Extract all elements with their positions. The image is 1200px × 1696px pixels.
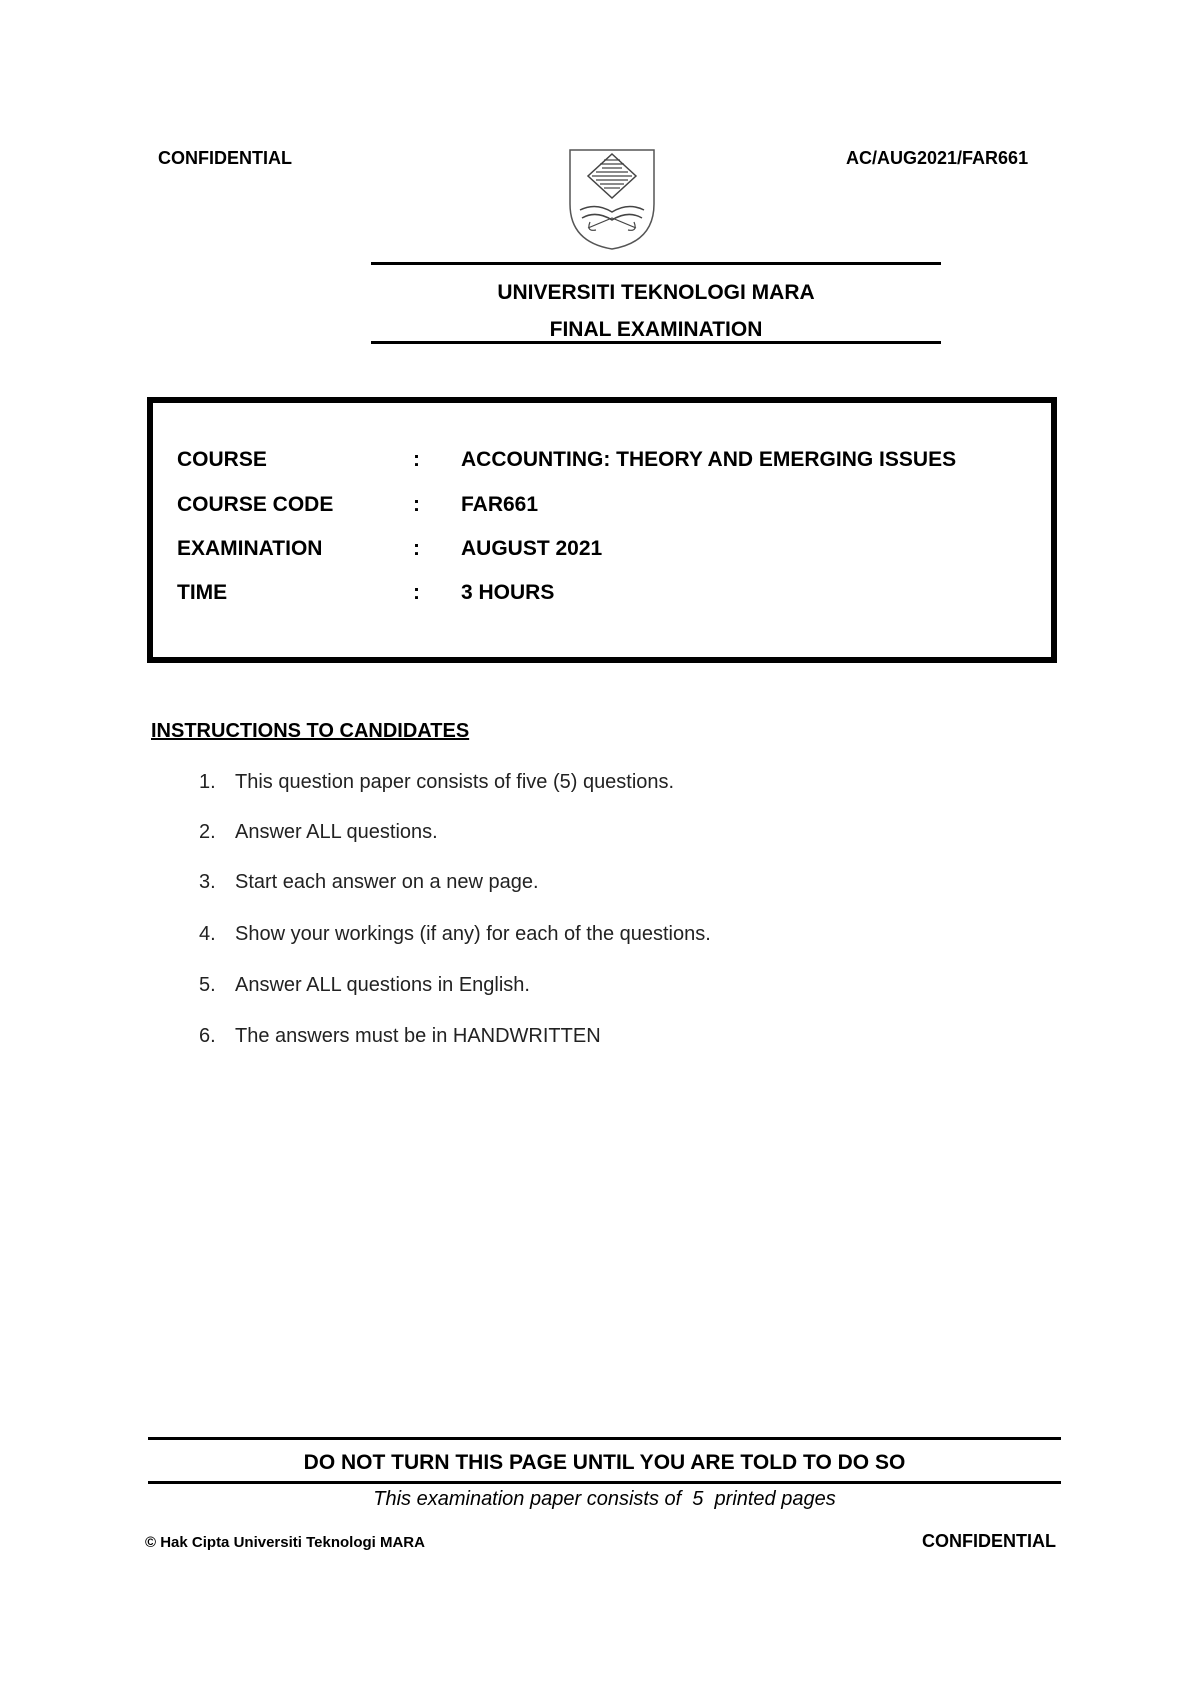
title-bottom-rule: [371, 341, 941, 344]
course-code-colon: :: [413, 493, 420, 516]
instruction-number: 5.: [199, 974, 216, 996]
instructions-heading: INSTRUCTIONS TO CANDIDATES: [151, 720, 470, 742]
instruction-item: [199, 1025, 601, 1048]
instruction-number: 6.: [199, 1025, 216, 1047]
instruction-item: [199, 771, 674, 794]
title-top-rule: [371, 262, 941, 265]
do-not-turn-warning: DO NOT TURN THIS PAGE UNTIL YOU ARE TOLD TO DO SO: [303, 1451, 906, 1474]
instruction-number: 3.: [199, 871, 216, 893]
instruction-number: 4.: [199, 923, 216, 945]
instruction-text: Answer ALL questions in English.: [235, 974, 530, 996]
instruction-text: Show your workings (if any) for each of the questions.: [235, 923, 711, 945]
course-colon: :: [413, 448, 420, 471]
uitm-crest-icon: [566, 146, 658, 252]
instruction-text: Start each answer on a new page.: [235, 871, 539, 893]
time-value: 3 HOURS: [461, 581, 555, 604]
instruction-number: 2.: [199, 821, 216, 843]
instruction-number: 1.: [199, 771, 216, 793]
course-label: COURSE: [177, 448, 267, 471]
instruction-item: [199, 871, 539, 894]
footer-top-rule: [148, 1437, 1061, 1440]
examination-value: AUGUST 2021: [461, 537, 603, 560]
instruction-item: [199, 923, 711, 946]
course-info-box: [147, 397, 1057, 663]
instruction-text: Answer ALL questions.: [235, 821, 438, 843]
page-count-note: This examination paper consists of 5 printed pages: [373, 1488, 836, 1510]
copyright-notice: © Hak Cipta Universiti Teknologi MARA: [145, 1534, 425, 1551]
footer-bottom-rule: [148, 1481, 1061, 1484]
document-code: AC/AUG2021/FAR661: [846, 148, 1029, 168]
examination-label: EXAMINATION: [177, 537, 323, 560]
exam-title: FINAL EXAMINATION: [549, 318, 763, 341]
instruction-text: The answers must be in HANDWRITTEN: [235, 1025, 601, 1047]
course-value: ACCOUNTING: THEORY AND EMERGING ISSUES: [461, 448, 957, 471]
time-colon: :: [413, 581, 420, 604]
instruction-text: This question paper consists of five (5) questions.: [235, 771, 675, 793]
course-code-label: COURSE CODE: [177, 493, 334, 516]
header-confidential: CONFIDENTIAL: [158, 148, 292, 168]
course-code-value: FAR661: [461, 493, 539, 516]
instruction-item: [199, 821, 438, 844]
footer-confidential: CONFIDENTIAL: [922, 1531, 1056, 1551]
university-name: UNIVERSITI TEKNOLOGI MARA: [497, 281, 815, 304]
time-label: TIME: [177, 581, 228, 604]
examination-colon: :: [413, 537, 420, 560]
instruction-item: [199, 974, 530, 997]
